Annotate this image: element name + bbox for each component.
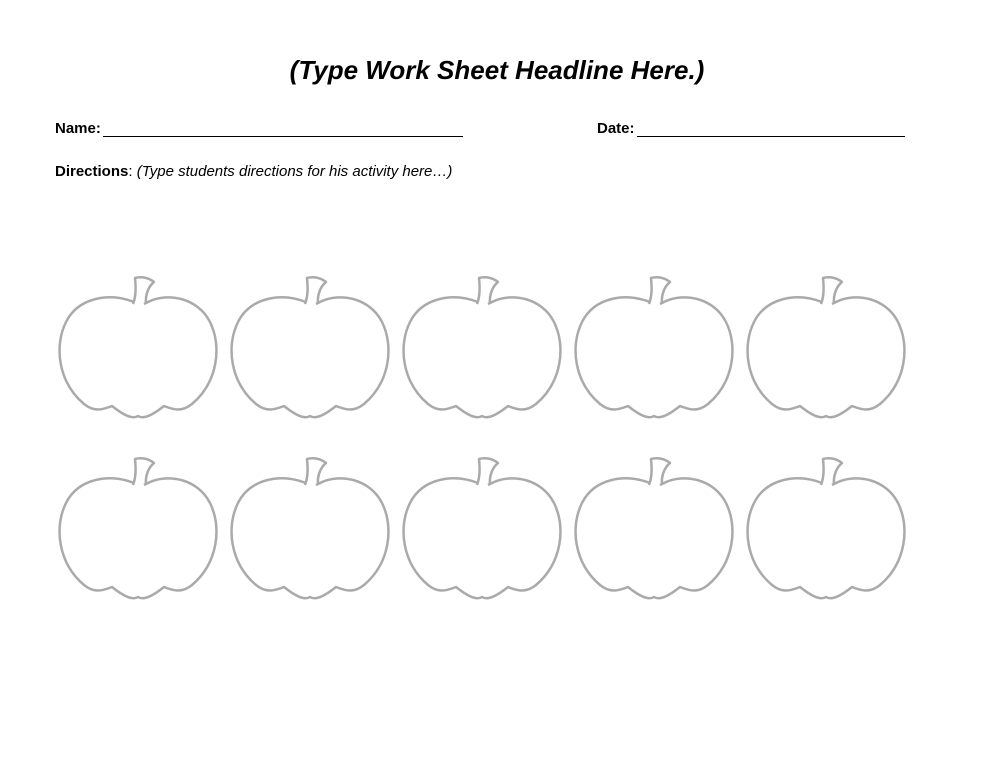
pumpkin-body-outline bbox=[748, 478, 905, 598]
directions-separator: : bbox=[128, 163, 137, 180]
pumpkin-outline-icon bbox=[400, 455, 564, 605]
pumpkin-outline-icon bbox=[228, 274, 392, 424]
directions-label: Directions bbox=[55, 163, 129, 180]
pumpkin-outline-icon bbox=[400, 274, 564, 424]
pumpkin-body-outline bbox=[576, 297, 733, 417]
pumpkin-body-outline bbox=[60, 297, 217, 417]
pumpkin-body-outline bbox=[232, 297, 389, 417]
directions-text: (Type students directions for his activity here…) bbox=[136, 163, 453, 180]
pumpkin-outline-icon bbox=[572, 274, 736, 424]
worksheet-headline: (Type Work Sheet Headline Here.) bbox=[289, 55, 705, 85]
pumpkin-body-outline bbox=[576, 478, 733, 598]
pumpkin-outline-icon bbox=[56, 455, 220, 605]
pumpkin-outline-icon bbox=[56, 274, 220, 424]
pumpkin-outline-icon bbox=[744, 274, 908, 424]
pumpkin-body-outline bbox=[232, 478, 389, 598]
pumpkin-body-outline bbox=[404, 297, 561, 417]
pumpkin-outline-icon bbox=[228, 455, 392, 605]
pumpkin-outline-icon bbox=[572, 455, 736, 605]
pumpkin-body-outline bbox=[60, 478, 217, 598]
pumpkin-outline-icon bbox=[744, 455, 908, 605]
date-label: Date: bbox=[597, 120, 635, 137]
pumpkin-body-outline bbox=[404, 478, 561, 598]
name-label: Name: bbox=[55, 120, 101, 137]
pumpkin-body-outline bbox=[748, 297, 905, 417]
